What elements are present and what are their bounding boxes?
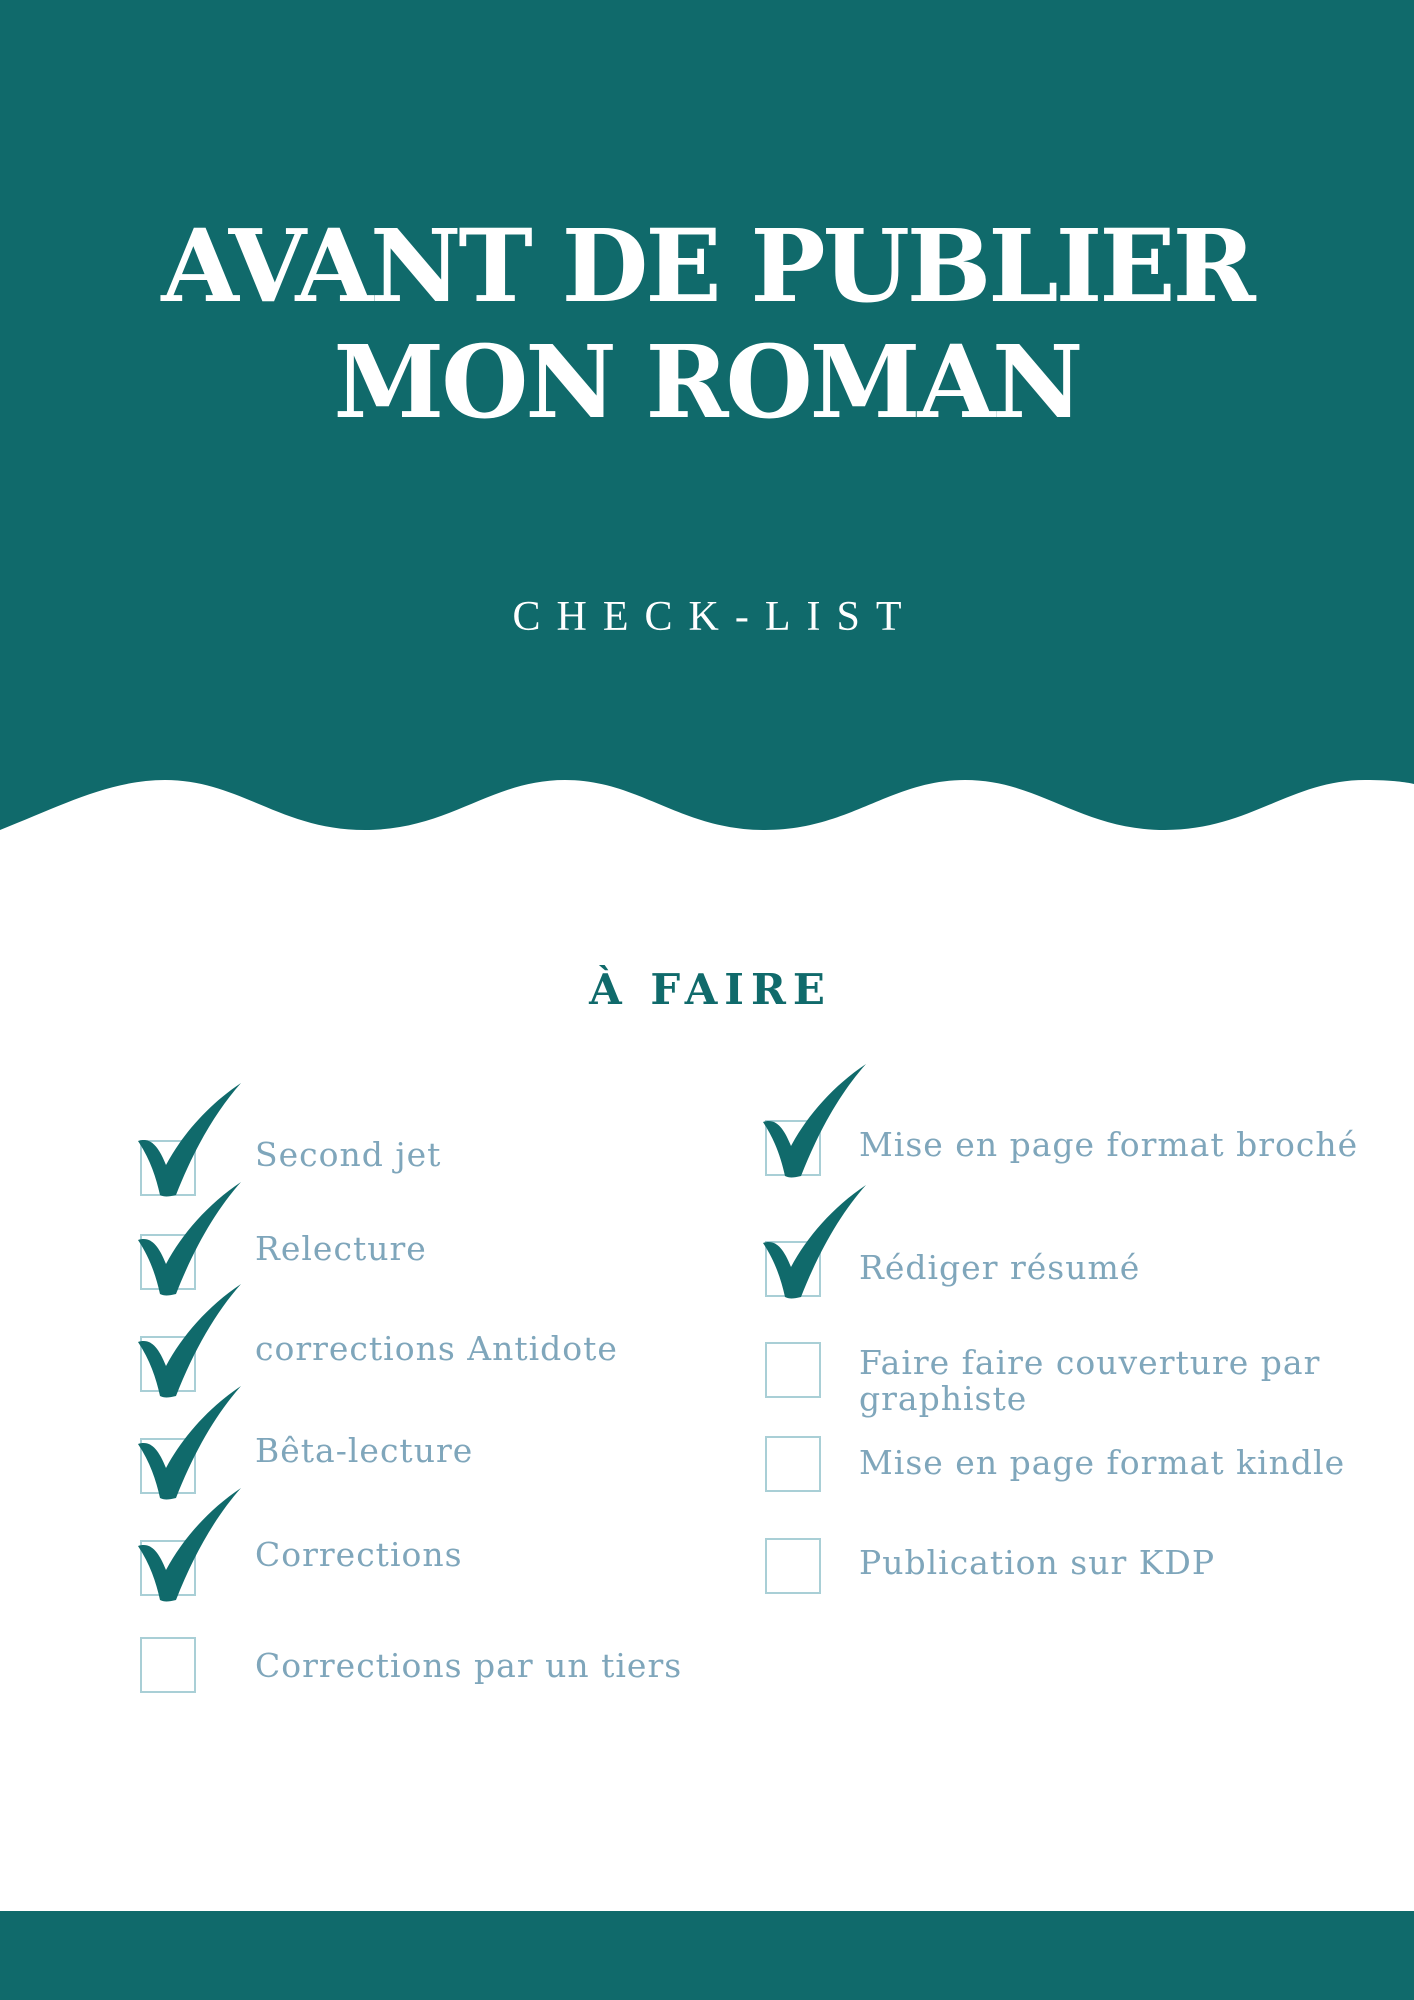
checkbox[interactable] [140, 1637, 196, 1693]
checkmark-icon [136, 1490, 246, 1610]
wave-divider [0, 760, 1414, 840]
section-heading: À FAIRE [589, 965, 832, 1014]
checkmark-icon [761, 1066, 871, 1186]
checklist-item-label: Faire faire couverture par [859, 1343, 1321, 1382]
page-title [0, 208, 1414, 440]
checklist-item-label: Corrections par un tiers [255, 1646, 683, 1685]
checklist-item-label: Corrections [255, 1535, 463, 1574]
checkbox[interactable] [765, 1436, 821, 1492]
checklist-item-label: Bêta-lecture [255, 1431, 474, 1470]
checkbox[interactable] [765, 1342, 821, 1398]
checklist-item-label: Publication sur KDP [859, 1543, 1216, 1582]
page-subtitle: CHECK-LIST [512, 594, 918, 640]
checkbox[interactable] [765, 1538, 821, 1594]
checklist-item-label: Relecture [255, 1229, 427, 1268]
checklist-item-label: corrections Antidote [255, 1329, 618, 1368]
title-line-2: MON ROMAN [333, 323, 1081, 441]
footer-band [0, 1911, 1414, 2000]
checklist-item-label: Mise en page format broché [859, 1125, 1359, 1164]
checklist-item-label: Mise en page format kindle [859, 1443, 1346, 1482]
checklist-item-label-line2: graphiste [859, 1379, 1028, 1418]
checkmark-icon [761, 1187, 871, 1307]
checklist-item-label: Rédiger résumé [859, 1248, 1141, 1287]
title-line-1: AVANT DE PUBLIER [161, 207, 1253, 325]
checklist-item-label: Second jet [255, 1135, 442, 1174]
